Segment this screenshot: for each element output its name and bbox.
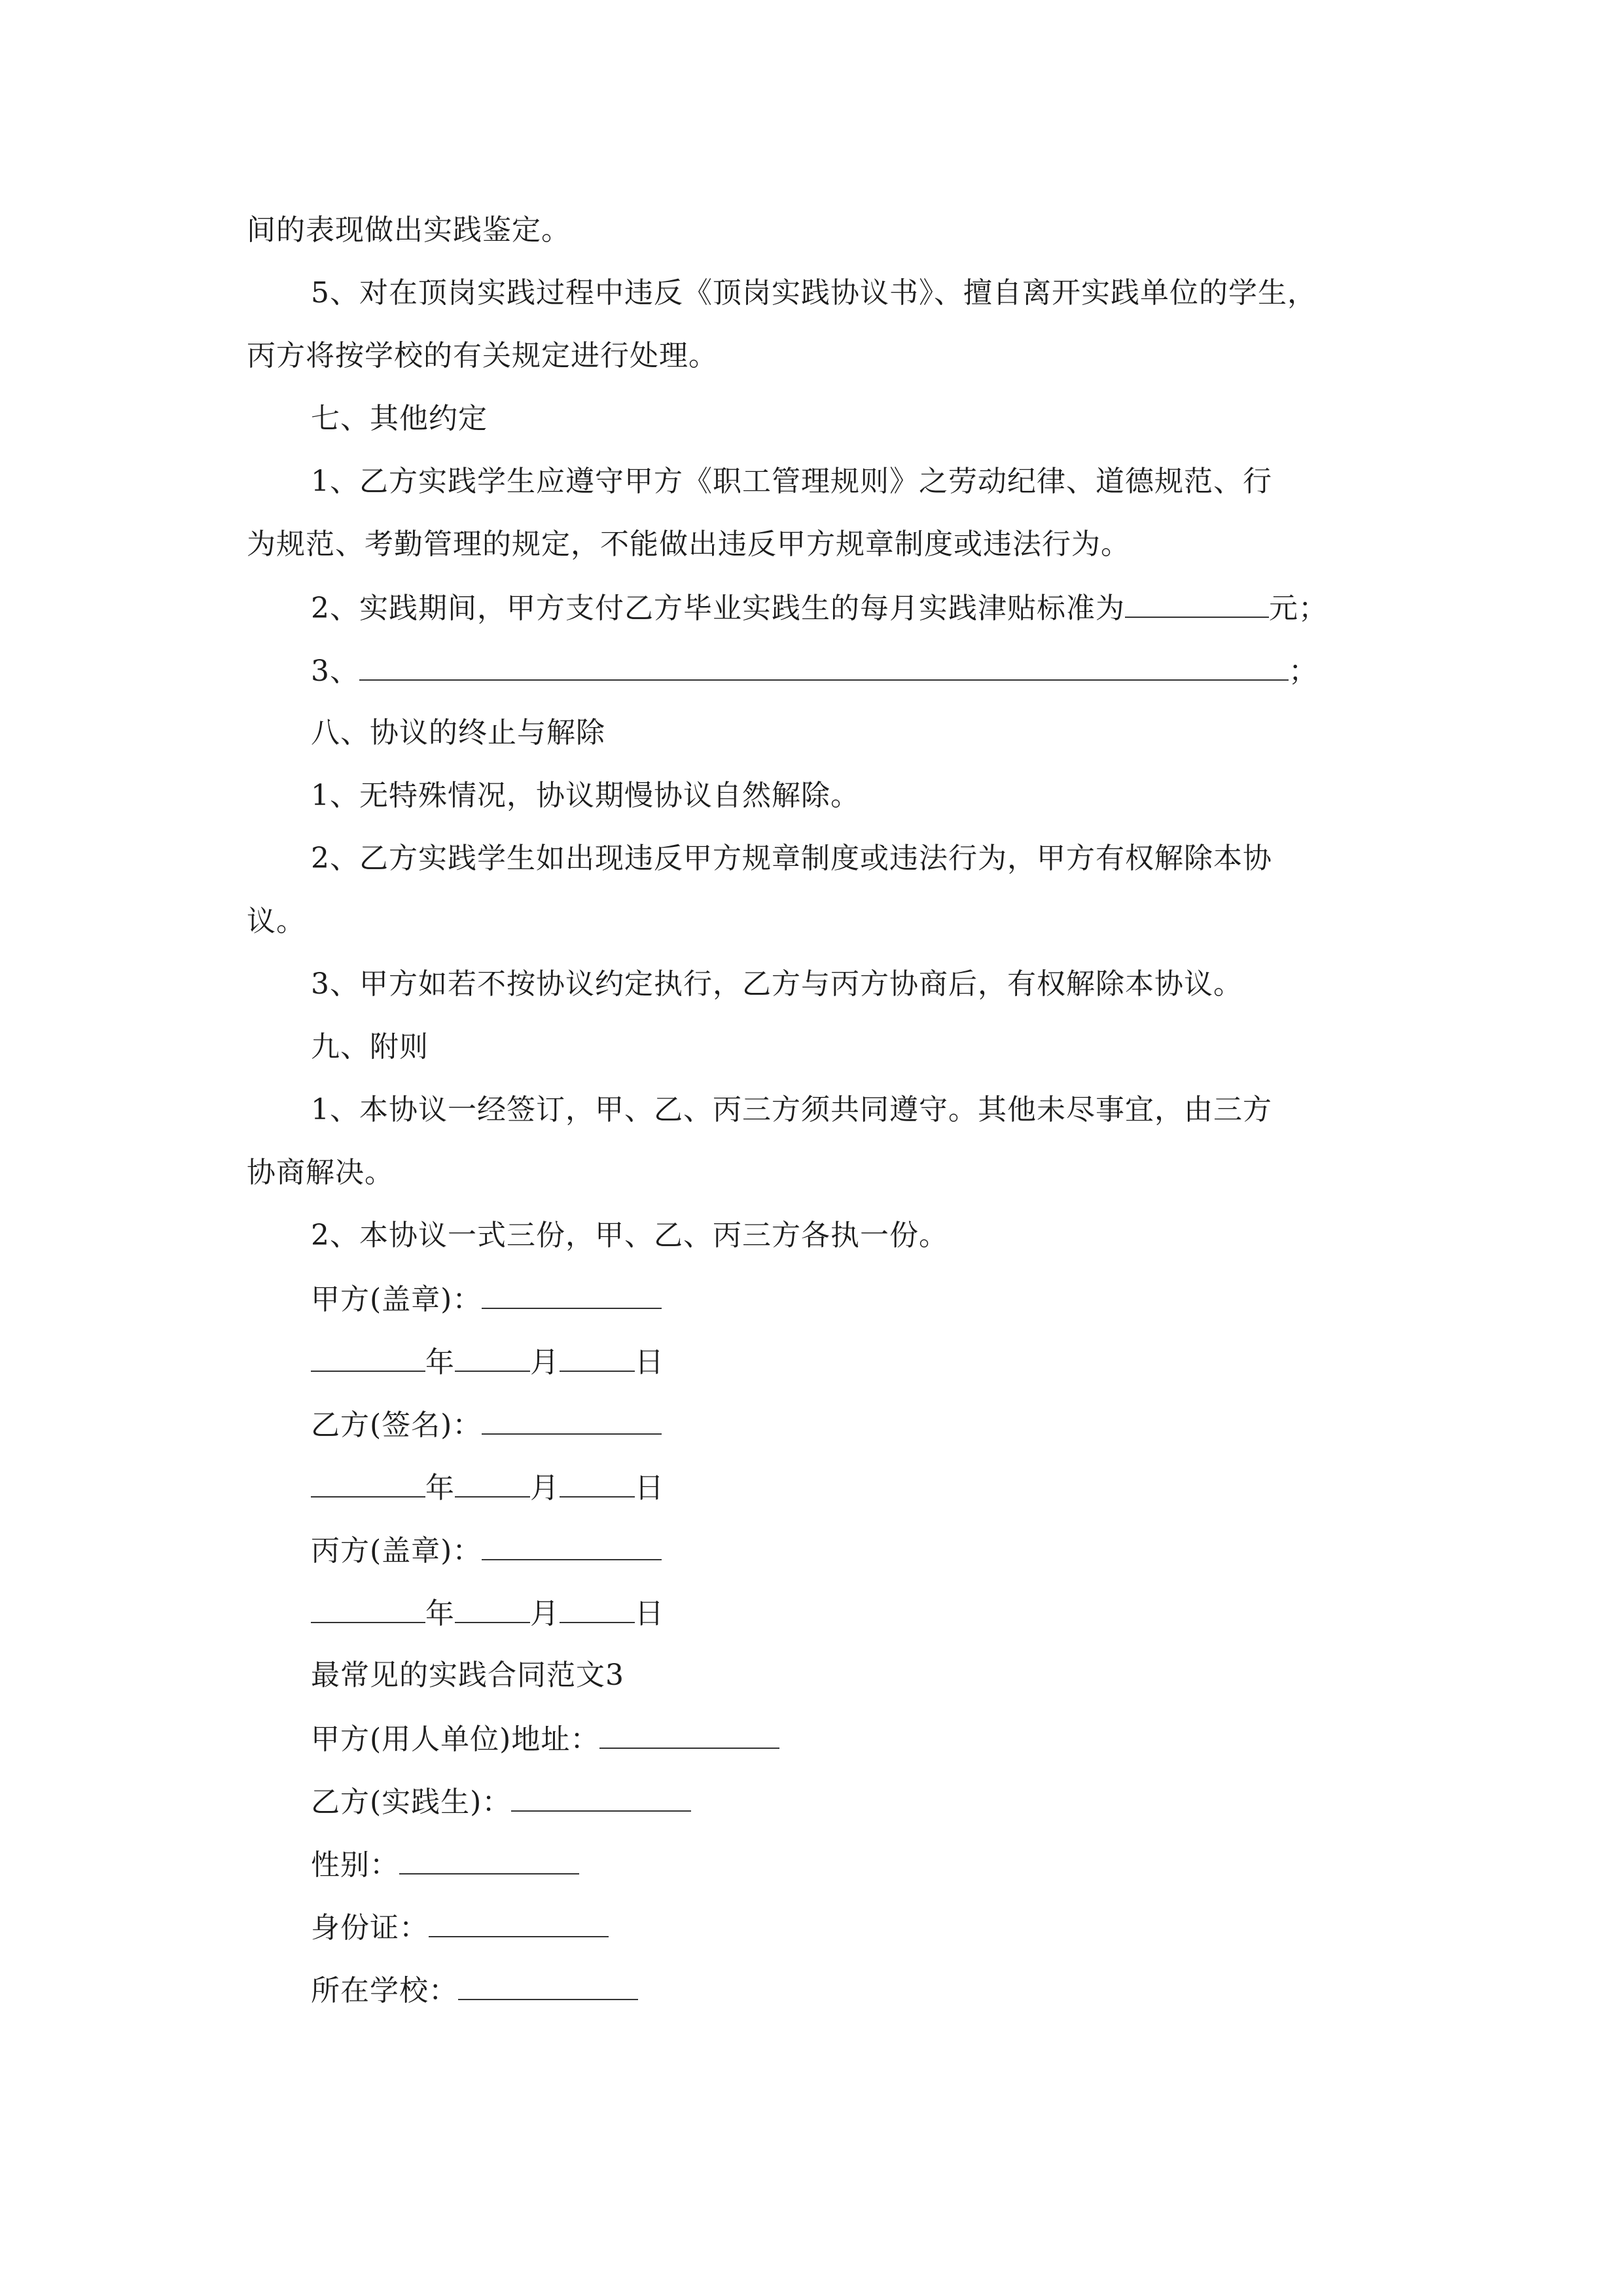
allowance-blank[interactable] (1125, 588, 1269, 618)
id-card-line (311, 1907, 609, 1948)
date-line (311, 1342, 664, 1382)
gender-label: 性别： (311, 1848, 399, 1882)
year-blank[interactable] (311, 1342, 425, 1372)
paragraph-line: 协商解决。 (247, 1156, 394, 1189)
day-blank[interactable] (560, 1342, 635, 1372)
signature-party-a (311, 1279, 662, 1319)
day-label: 日 (635, 1597, 664, 1630)
gender-line (311, 1844, 579, 1885)
year-label: 年 (425, 1597, 455, 1630)
paragraph-line (311, 651, 1318, 691)
school-line (311, 1970, 638, 2011)
intern-line (311, 1782, 691, 1822)
party-a-blank[interactable] (482, 1279, 662, 1309)
intern-label: 乙方(实践生)： (311, 1785, 512, 1819)
signature-party-c (311, 1530, 662, 1571)
paragraph-line: 为规范、考勤管理的规定，不能做出违反甲方规章制度或违法行为。 (247, 528, 1130, 561)
paragraph-line (311, 588, 1328, 628)
employer-address-line (311, 1719, 779, 1759)
section-title: 八、协议的终止与解除 (311, 716, 605, 749)
paragraph-line: 议。 (247, 905, 306, 938)
party-c-label: 丙方(盖章)： (311, 1534, 482, 1568)
paragraph-line: 1、本协议一经签订，甲、乙、丙三方须共同遵守。其他未尽事宜，由三方 (311, 1093, 1272, 1126)
school-label: 所在学校： (311, 1974, 458, 2007)
section-title: 七、其他约定 (311, 402, 488, 435)
party-a-label: 甲方(盖章)： (311, 1283, 482, 1316)
month-blank[interactable] (455, 1342, 530, 1372)
year-label: 年 (425, 1346, 455, 1379)
item-number: 3、 (311, 655, 359, 688)
day-blank[interactable] (560, 1593, 635, 1623)
month-blank[interactable] (455, 1467, 530, 1498)
year-blank[interactable] (311, 1467, 425, 1498)
month-label: 月 (530, 1597, 560, 1630)
paragraph-line: 1、乙方实践学生应遵守甲方《职工管理规则》之劳动纪律、道德规范、行 (311, 465, 1272, 498)
paragraph-line: 丙方将按学校的有关规定进行处理。 (247, 339, 718, 372)
month-label: 月 (530, 1471, 560, 1505)
day-blank[interactable] (560, 1467, 635, 1498)
paragraph-line: 1、无特殊情况，协议期慢协议自然解除。 (311, 779, 860, 812)
paragraph-line: 5、对在顶岗实践过程中违反《顶岗实践协议书》、擅自离开实践单位的学生， (311, 276, 1317, 310)
contract-title: 最常见的实践合同范文3 (311, 1659, 624, 1692)
month-label: 月 (530, 1346, 560, 1379)
employer-address-label: 甲方(用人单位)地址： (311, 1723, 600, 1756)
item-end: ； (1289, 655, 1318, 688)
allowance-unit: 元； (1269, 592, 1328, 625)
signature-party-b (311, 1405, 662, 1445)
school-blank[interactable] (458, 1970, 638, 2000)
paragraph-line: 3、甲方如若不按协议约定执行，乙方与丙方协商后，有权解除本协议。 (311, 967, 1243, 1001)
year-label: 年 (425, 1471, 455, 1505)
section-title: 九、附则 (311, 1030, 429, 1064)
party-b-blank[interactable] (482, 1405, 662, 1435)
day-label: 日 (635, 1471, 664, 1505)
year-blank[interactable] (311, 1593, 425, 1623)
gender-blank[interactable] (399, 1844, 579, 1874)
employer-address-blank[interactable] (599, 1719, 779, 1749)
day-label: 日 (635, 1346, 664, 1379)
id-card-blank[interactable] (429, 1907, 609, 1937)
party-b-label: 乙方(签名)： (311, 1408, 482, 1442)
month-blank[interactable] (455, 1593, 530, 1623)
item3-blank[interactable] (359, 651, 1289, 681)
paragraph-line: 2、乙方实践学生如出现违反甲方规章制度或违法行为，甲方有权解除本协 (311, 842, 1272, 875)
date-line (311, 1467, 664, 1508)
paragraph-line: 间的表现做出实践鉴定。 (247, 213, 571, 247)
party-c-blank[interactable] (482, 1530, 662, 1560)
id-card-label: 身份证： (311, 1911, 429, 1945)
paragraph-line: 2、本协议一式三份，甲、乙、丙三方各执一份。 (311, 1219, 948, 1252)
intern-blank[interactable] (511, 1782, 691, 1812)
allowance-text: 2、实践期间，甲方支付乙方毕业实践生的每月实践津贴标准为 (311, 592, 1125, 625)
date-line (311, 1593, 664, 1634)
